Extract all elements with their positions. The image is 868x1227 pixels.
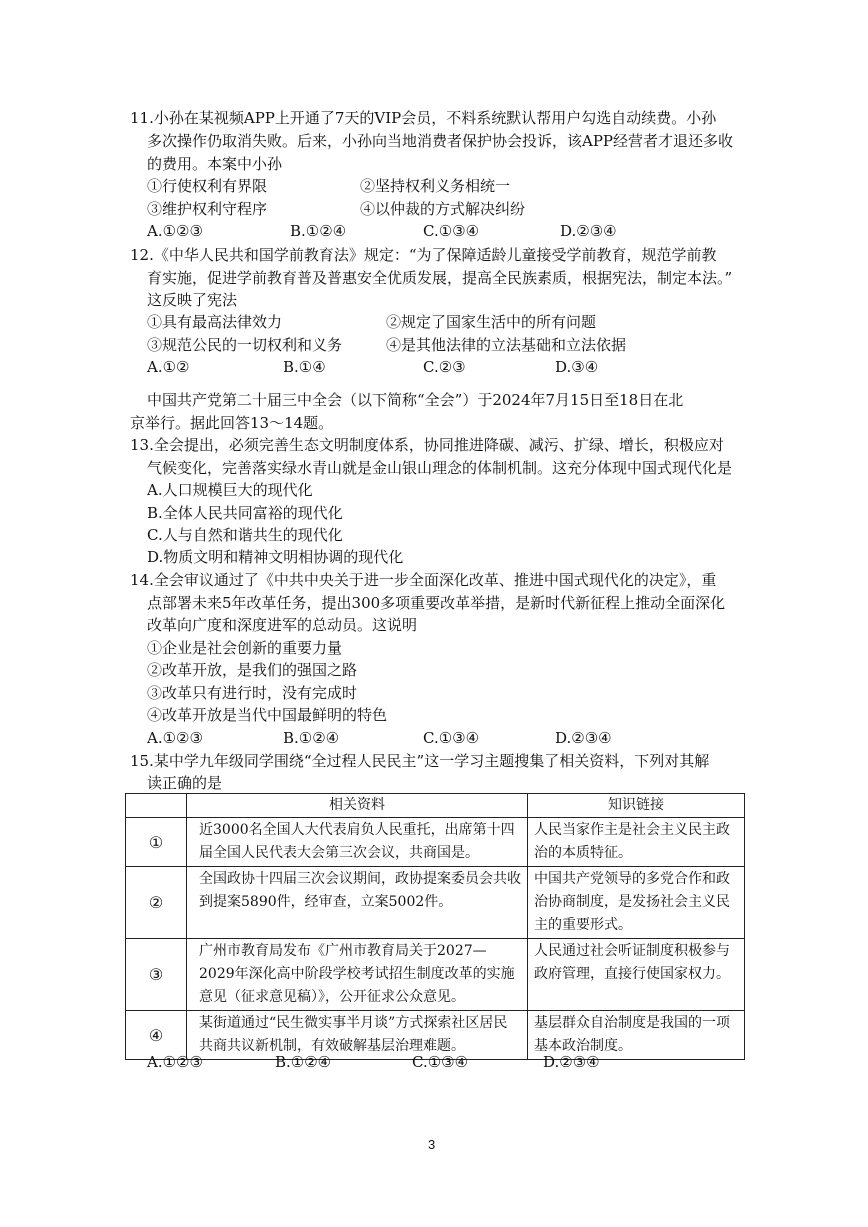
q15-answer-a: A.①②③ xyxy=(147,1053,203,1071)
row-link: 基层群众自治制度是我国的一项基本政治制度。 xyxy=(528,1011,745,1060)
q13-answer-c: C.人与自然和谐共生的现代化 xyxy=(147,526,343,544)
q15-answer-b: B.①②④ xyxy=(275,1053,332,1071)
q12-item-3: ③规范公民的一切权利和义务 xyxy=(147,336,343,354)
q11-item-1: ①行使权利有界限 xyxy=(147,177,268,195)
row-number: ③ xyxy=(126,939,187,1011)
row-material: 近3000名全国人大代表肩负人民重托，出席第十四届全国人民代表大会第三次会议，共商国是。 xyxy=(187,818,528,867)
table-header-row xyxy=(126,794,745,818)
page-number: 3 xyxy=(428,1137,436,1152)
q12-answer-d: D.③④ xyxy=(555,358,599,376)
q11-stem-line-3: 的费用。本案中小孙 xyxy=(147,155,283,173)
q15-answer-c: C.①③④ xyxy=(412,1053,469,1071)
q15-reference-table xyxy=(125,793,745,1060)
q12-stem-line-2: 育实施，促进学前教育普及普惠安全优质发展，提高全民族素质，根据宪法，制定本法。” xyxy=(147,269,733,287)
q14-stem-line-1: 14.全会审议通过了《中共中央关于进一步全面深化改革、推进中国式现代化的决定》，重 xyxy=(130,571,717,589)
q11-answer-c: C.①③④ xyxy=(423,222,480,240)
q15-stem-line-1: 15.某中学九年级同学围绕“全过程人民民主”这一学习主题搜集了相关资料，下列对其解 xyxy=(130,752,710,770)
row-material: 全国政协十四届三次会议期间，政协提案委员会共收到提案5890件，经审查，立案5002件。 xyxy=(187,867,528,939)
row-number: ① xyxy=(126,818,187,867)
q11-stem-line-2: 多次操作仍取消失败。后来，小孙向当地消费者保护协会投诉，该APP经营者才退还多收 xyxy=(147,132,734,150)
row-number: ② xyxy=(126,867,187,939)
q14-answer-b: B.①②④ xyxy=(283,729,340,747)
q12-stem-line-3: 这反映了宪法 xyxy=(147,291,238,309)
q12-answer-a: A.①② xyxy=(147,358,190,376)
q12-item-1: ①具有最高法律效力 xyxy=(147,313,283,331)
q14-stem-line-2: 点部署未来5年改革任务，提出300多项重要改革举措，是新时代新征程上推动全面深化 xyxy=(147,594,726,612)
table-row xyxy=(126,939,745,1011)
q14-answer-c: C.①③④ xyxy=(423,729,480,747)
row-number: ④ xyxy=(126,1011,187,1060)
q13-answer-d: D.物质文明和精神文明相协调的现代化 xyxy=(147,548,404,566)
table-header-material: 相关资料 xyxy=(187,794,528,818)
q11-stem-line-1: 11.小孙在某视频APP上开通了7天的VIP会员，不料系统默认帮用户勾选自动续费。小孙 xyxy=(130,109,717,127)
row-material: 广州市教育局发布《广州市教育局关于2027—2029年深化高中阶段学校考试招生制度改革的实施意见（征求意见稿）》，公开征求公众意见。 xyxy=(187,939,528,1011)
q14-item-4: ④改革开放是当代中国最鲜明的特色 xyxy=(147,706,388,724)
q12-item-4: ④是其他法律的立法基础和立法依据 xyxy=(386,336,627,354)
q11-answer-d: D.②③④ xyxy=(560,222,617,240)
intro-line-1: 中国共产党第二十届三中全会（以下简称“全会”）于2024年7月15日至18日在北 xyxy=(147,391,684,409)
q12-stem-line-1: 12.《中华人民共和国学前教育法》规定：“为了保障适龄儿童接受学前教育，规范学前教 xyxy=(130,246,717,264)
q15-answer-d: D.②③④ xyxy=(543,1053,600,1071)
table-row xyxy=(126,867,745,939)
q12-answer-b: B.①④ xyxy=(283,358,326,376)
row-link: 中国共产党领导的多党合作和政治协商制度，是发扬社会主义民主的重要形式。 xyxy=(528,867,745,939)
q13-stem-line-2: 气候变化，完善落实绿水青山就是金山银山理念的体制机制。这充分体现中国式现代化是 xyxy=(147,459,733,477)
q15-stem-line-2: 读正确的是 xyxy=(147,774,223,792)
q13-stem-line-1: 13.全会提出，必须完善生态文明制度体系，协同推进降碳、减污、扩绿、增长，积极应对 xyxy=(130,436,724,454)
q11-item-2: ②坚持权利义务相统一 xyxy=(360,177,511,195)
row-material: 某街道通过“民生微实事半月谈”方式探索社区居民共商共议新机制，有效破解基层治理难题。 xyxy=(187,1011,528,1060)
table-header-link: 知识链接 xyxy=(528,794,745,818)
q12-answer-c: C.②③ xyxy=(423,358,466,376)
row-link: 人民通过社会听证制度积极参与政府管理，直接行使国家权力。 xyxy=(528,939,745,1011)
table-row xyxy=(126,818,745,867)
q14-item-3: ③改革只有进行时，没有完成时 xyxy=(147,684,358,702)
q14-item-1: ①企业是社会创新的重要力量 xyxy=(147,639,343,657)
q14-answer-a: A.①②③ xyxy=(147,729,203,747)
q14-answer-d: D.②③④ xyxy=(555,729,612,747)
q14-item-2: ②改革开放，是我们的强国之路 xyxy=(147,661,358,679)
q11-answer-b: B.①②④ xyxy=(290,222,347,240)
q11-item-4: ④以仲裁的方式解决纠纷 xyxy=(360,200,526,218)
table-header-blank xyxy=(126,794,187,818)
q13-answer-a: A.人口规模巨大的现代化 xyxy=(147,481,313,499)
q11-item-3: ③维护权利守程序 xyxy=(147,200,268,218)
intro-line-2: 京举行。据此回答13～14题。 xyxy=(130,414,334,432)
q11-answer-a: A.①②③ xyxy=(147,222,203,240)
q14-stem-line-3: 改革向广度和深度进军的总动员。这说明 xyxy=(147,616,418,634)
q12-item-2: ②规定了国家生活中的所有问题 xyxy=(386,313,597,331)
q13-answer-b: B.全体人民共同富裕的现代化 xyxy=(147,504,343,522)
row-link: 人民当家作主是社会主义民主政治的本质特征。 xyxy=(528,818,745,867)
